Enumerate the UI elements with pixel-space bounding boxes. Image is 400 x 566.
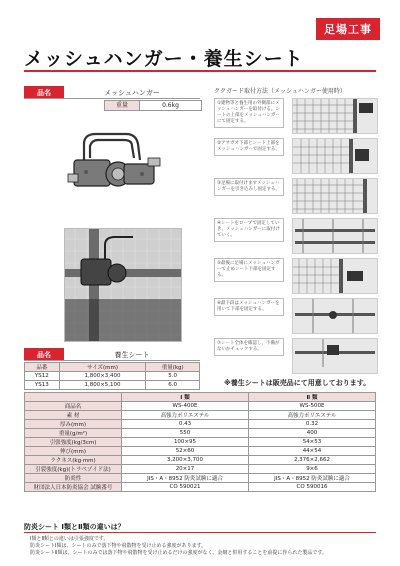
category-tag: 足場工事 xyxy=(316,18,380,40)
install-step xyxy=(214,298,380,334)
step-illustration xyxy=(292,98,378,134)
step-illustration xyxy=(292,258,378,294)
table-row xyxy=(25,420,376,429)
row-label: 引裂強度(kg)(トラペゾイド法) xyxy=(25,465,122,474)
qa-line: 防炎シートⅡ類は、シートのみでは落下物や飛散物を受け止めるだけの強度がなく、金網と併用することを前提に作られた製品です。 xyxy=(30,550,327,556)
row-label: 素 材 xyxy=(25,411,122,420)
column-header xyxy=(25,393,122,402)
step-illustration xyxy=(292,218,378,254)
table-row xyxy=(25,429,376,438)
table-cell: 20×17 xyxy=(122,465,249,474)
title-divider xyxy=(24,70,376,72)
row-label: 引張強度(kg/3cm) xyxy=(25,438,122,447)
step-text: ⑦シート全体を確認し、不備がないかチェックする。 xyxy=(214,338,284,356)
table-header-row xyxy=(25,393,376,402)
table-cell: CO 590016 xyxy=(249,483,376,492)
name-value: 養生シート xyxy=(114,351,150,359)
qa-line: Ⅰ類とⅡ類との違いは引張強度です。 xyxy=(30,536,109,542)
table-cell: 100×95 xyxy=(122,438,249,447)
table-row xyxy=(25,402,376,411)
table-row xyxy=(25,465,376,474)
step-illustration xyxy=(292,138,378,174)
table-cell: 52×60 xyxy=(122,447,249,456)
mesh-hanger-name-row xyxy=(24,86,200,99)
table-row xyxy=(25,411,376,420)
mesh-hanger-photo xyxy=(40,114,190,210)
table-row xyxy=(25,447,376,456)
table-cell: 1,800×5,100 xyxy=(59,381,146,390)
table-cell: JIS・A・8952 防炎試験に適合 xyxy=(122,474,249,483)
name-label: 品名 xyxy=(24,86,64,98)
column-header: Ⅰ 類 xyxy=(122,393,249,402)
weight-label: 重量 xyxy=(105,101,140,110)
row-label: 財団法人日本防炎協会 試験番号 xyxy=(25,483,122,492)
table-row xyxy=(25,483,376,492)
table-cell: JIS・A・8952 防炎試験に適合 xyxy=(249,474,376,483)
install-guide-title: ククガード取付方法（メッシュハンガー使用時） xyxy=(214,88,346,95)
table-cell: 3,200×3,700 xyxy=(122,456,249,465)
step-text: ③足場に取付けますメッシュハンガーを引き込みし固定する。 xyxy=(214,178,284,196)
install-step xyxy=(214,178,380,214)
sales-note: ※養生シートは販売品にて用意しております。 xyxy=(224,379,371,387)
table-cell: 550 xyxy=(122,429,249,438)
table-cell: 2,376×2,662 xyxy=(249,456,376,465)
step-text: ④シートをロープで固定していき、メッシュハンガーに取付けていく。 xyxy=(214,218,284,242)
spec-table xyxy=(24,392,376,492)
table-row xyxy=(25,474,376,483)
column-header: 重量(kg) xyxy=(146,363,200,372)
row-label: 商品名 xyxy=(25,402,122,411)
table-cell: WS-400E xyxy=(122,402,249,411)
install-steps xyxy=(214,98,380,368)
step-illustration xyxy=(292,298,378,334)
step-text: ⑥最下段はメッシュハンガーを用いて下部を固定する。 xyxy=(214,298,284,316)
step-text: ①建物等と養生用の外側部にメッシュハンガーを取付ける。シートの上部をメッシュハンガーにて固定する。 xyxy=(214,98,284,128)
name-label: 品名 xyxy=(24,348,64,360)
table-row xyxy=(25,372,200,381)
table-row xyxy=(25,438,376,447)
sheet-name-row xyxy=(24,348,200,361)
table-cell: WS-500E xyxy=(249,402,376,411)
table-cell: 0.32 xyxy=(249,420,376,429)
table-cell: 高強力ポリエステル xyxy=(249,411,376,420)
table-cell: 0.43 xyxy=(122,420,249,429)
row-label: ラクネス(kg·mm) xyxy=(25,456,122,465)
row-label: 防炎性 xyxy=(25,474,122,483)
table-row xyxy=(25,381,200,390)
step-illustration xyxy=(292,178,378,214)
row-label: 厚み(mm) xyxy=(25,420,122,429)
install-photo xyxy=(64,228,182,342)
table-cell: 54×53 xyxy=(249,438,376,447)
qa-divider xyxy=(24,532,376,533)
step-text: ⑤最後に足場にメッシュハンガーで止めシート下部を固定する。 xyxy=(214,258,284,282)
sheet-size-table xyxy=(24,362,200,390)
qa-title: 防炎シート Ⅰ類とⅡ類の違いは？ xyxy=(24,523,125,531)
qa-line: 防炎シートⅠ類は、シートのみで落下物や飛散物を受け止める強度があります。 xyxy=(30,543,207,549)
column-header: 品番 xyxy=(25,363,60,372)
page-title: メッシュハンガー・養生シート xyxy=(24,48,304,70)
install-step xyxy=(214,218,380,254)
install-step xyxy=(214,98,380,134)
weight-value: 0.6kg xyxy=(162,102,179,109)
mesh-hanger-weight-row xyxy=(104,100,202,111)
table-cell: CO 590021 xyxy=(122,483,249,492)
step-text: ②アサガオ下部とシート上部をメッシュハンガーで固定する。 xyxy=(214,138,284,156)
column-header: Ⅱ 類 xyxy=(249,393,376,402)
table-cell: 44×54 xyxy=(249,447,376,456)
column-header: サイズ(mm) xyxy=(59,363,146,372)
step-illustration xyxy=(292,338,378,374)
qa-body xyxy=(30,536,376,557)
name-value: メッシュハンガー xyxy=(104,89,160,97)
table-cell: 6.0 xyxy=(146,381,200,390)
install-step xyxy=(214,138,380,174)
table-header-row xyxy=(25,363,200,372)
table-cell: YS12 xyxy=(25,372,60,381)
row-label: 重量(g/m²) xyxy=(25,429,122,438)
table-cell: 1,800×3,400 xyxy=(59,372,146,381)
table-cell: 9×6 xyxy=(249,465,376,474)
install-step xyxy=(214,258,380,294)
table-cell: 5.0 xyxy=(146,372,200,381)
install-step xyxy=(214,338,380,374)
table-cell: 高強力ポリエステル xyxy=(122,411,249,420)
row-label: 伸び(mm) xyxy=(25,447,122,456)
table-cell: 400 xyxy=(249,429,376,438)
table-cell: YS13 xyxy=(25,381,60,390)
table-row xyxy=(25,456,376,465)
